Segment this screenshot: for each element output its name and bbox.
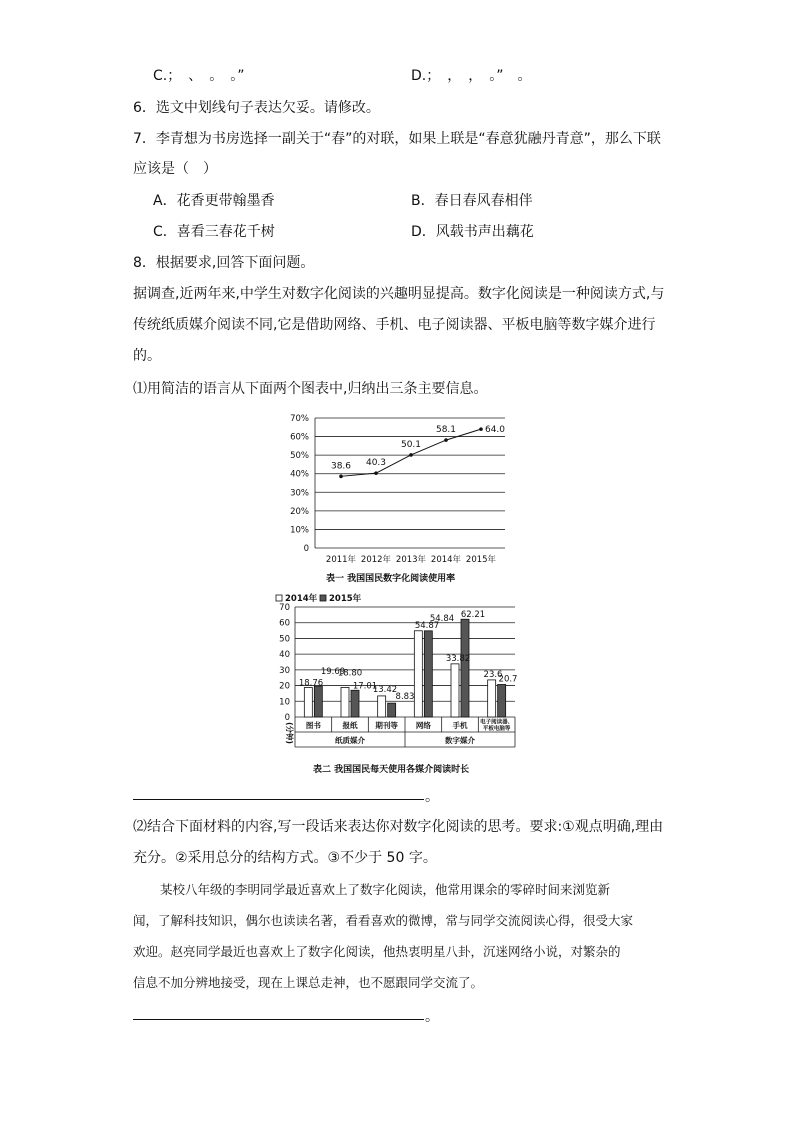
q7-option-a: A．花香更带翰墨香 <box>153 193 275 209</box>
q8-material-line2: 传统纸质媒介阅读不同,它是借助网络、手机、电子阅读器、平板电脑等数字媒介进行 <box>133 317 656 333</box>
bar-chart-ytick: 0 <box>284 713 290 723</box>
line-chart-xtick: 2011年 <box>325 555 357 565</box>
q7-option-c: C．喜看三春花千树 <box>153 224 275 240</box>
line-chart-ytick: 20% <box>290 506 309 517</box>
question-7-stem-line1: 7．李青想为书房选择一副关于“春”的对联，如果上联是“春意犹融丹青意”，那么下联 <box>133 131 661 147</box>
bar-label-2015: 54.84 <box>429 613 455 624</box>
story-line4: 信息不加分辨地接受，现在上课总走神，也不愿跟同学交流了。 <box>133 975 484 990</box>
line-chart-data-label: 50.1 <box>400 439 422 450</box>
line-chart-ytick: 50% <box>290 451 309 462</box>
bar-chart-ytick: 30 <box>279 665 290 676</box>
line-chart-data-label: 38.6 <box>330 461 352 472</box>
legend-label-2014: 2014年 <box>285 594 318 604</box>
line-chart <box>275 408 515 583</box>
bar-chart-group-label: 纸质媒介 <box>335 736 365 745</box>
bar-chart-category-label: 网络 <box>415 721 431 730</box>
line-chart-data-label: 64.0 <box>484 425 506 436</box>
line-chart-point <box>444 438 448 442</box>
bar-chart <box>270 592 520 772</box>
bar-chart-ytick: 50 <box>279 634 290 645</box>
line-chart-caption: 表一 我国国民数字化阅读使用率 <box>326 574 456 584</box>
line-chart-ytick: 30% <box>290 488 309 499</box>
bar-chart-category-label: 期刊等 <box>375 721 398 730</box>
q5-option-d: D.； ， ， 。” 。 <box>411 68 532 84</box>
bar-2014 <box>488 680 496 717</box>
line-chart-point <box>479 427 483 431</box>
bar-label-2015: 62.21 <box>460 610 486 621</box>
q7-option-b: B．春日春风春相伴 <box>411 193 533 209</box>
q5-option-c: C.； 、 。 。” <box>153 68 245 84</box>
bar-label-2014: 13.42 <box>372 684 398 695</box>
bar-2015 <box>388 703 396 717</box>
story-line1: 某校八年级的李明同学最近喜欢上了数字化阅读，他常用课余的零碎时间来浏览新 <box>160 882 611 897</box>
bar-chart-category-label: 报纸 <box>342 721 358 730</box>
line-chart-xtick: 2012年 <box>360 555 392 565</box>
bar-chart-category-label: 电子阅读器、 <box>480 719 514 726</box>
bar-label-2015: 17.01 <box>352 681 378 692</box>
legend-swatch-2015 <box>320 595 326 601</box>
q8-part2-line1: ⑵结合下面材料的内容,写一段话来表达你对数字化阅读的思考。要求:①观点明确,理由 <box>133 819 664 835</box>
bar-chart-group-label: 数字媒介 <box>445 736 475 745</box>
bar-label-2014: 18.76 <box>298 678 324 689</box>
line-chart-ytick: 0 <box>303 544 309 554</box>
q8-part1: ⑴用简洁的语言从下面两个图表中,归纳出三条主要信息。 <box>133 381 488 397</box>
story-line2: 闻，了解科技知识，偶尔也读读名著，看看喜欢的微博，常与同学交流阅读心得，很受大家 <box>133 913 634 928</box>
bar-chart-ytick: 60 <box>279 618 290 629</box>
bar-chart-ylabel: (分钟) <box>285 722 294 744</box>
question-8-stem: 8．根据要求,回答下面问题。 <box>133 255 315 271</box>
bar-chart-ytick: 40 <box>279 650 290 661</box>
bar-label-2014: 23.6 <box>483 669 503 680</box>
answer-blank-1[interactable] <box>133 799 424 800</box>
q8-part2-line2: 充分。②采用总分的结构方式。③不少于 50 字。 <box>133 850 437 866</box>
bar-2014 <box>378 696 386 717</box>
line-chart-ytick: 70% <box>290 414 309 424</box>
question-6: 6．选文中划线句子表达欠妥。请修改。 <box>133 100 380 116</box>
legend-label-2015: 2015年 <box>329 594 362 604</box>
bar-2014 <box>414 631 422 717</box>
bar-2015 <box>461 619 469 717</box>
question-7-stem-line2: 应该是（ ） <box>133 161 217 177</box>
line-chart-data-label: 40.3 <box>365 458 387 469</box>
answer-blank-2-end: 。 <box>425 1009 439 1025</box>
line-chart-xtick: 2013年 <box>395 555 427 565</box>
line-chart-xtick: 2014年 <box>430 555 462 565</box>
line-chart-point <box>409 453 413 457</box>
bar-chart-ytick: 10 <box>279 697 290 708</box>
q8-material-line1: 据调查,近两年来,中学生对数字化阅读的兴趣明显提高。数字化阅读是一种阅读方式,与 <box>133 286 665 302</box>
line-chart-point <box>374 471 378 475</box>
line-chart-data-label: 58.1 <box>435 425 457 436</box>
bar-2015 <box>314 686 322 717</box>
q7-option-d: D．风载书声出藕花 <box>411 224 534 240</box>
bar-2014 <box>451 664 459 717</box>
bar-2015 <box>424 631 432 717</box>
bar-2015 <box>498 684 506 717</box>
bar-2014 <box>304 688 312 717</box>
bar-label-2015: 20.7 <box>498 674 518 685</box>
q8-material-line3: 的。 <box>133 348 161 364</box>
bar-chart-category-label: 平板电脑等 <box>482 726 511 732</box>
bar-label-2015: 8.83 <box>395 692 415 703</box>
bar-2015 <box>351 690 359 717</box>
legend-swatch-2014 <box>276 595 282 601</box>
bar-chart-ytick: 70 <box>279 603 290 613</box>
bar-label-2015: 19.69 <box>320 667 346 678</box>
line-chart-ytick: 10% <box>290 525 309 536</box>
line-chart-ytick: 60% <box>290 432 309 443</box>
bar-chart-caption: 表二 我国国民每天使用各媒介阅读时长 <box>313 765 470 775</box>
line-chart-point <box>339 475 343 479</box>
story-line3: 欢迎。赵亮同学最近也喜欢上了数字化阅读，他热衷明星八卦，沉迷网络小说，对繁杂的 <box>133 944 621 959</box>
answer-blank-2[interactable] <box>133 1019 424 1020</box>
bar-chart-category-label: 手机 <box>452 721 468 730</box>
bar-label-2014: 33.82 <box>445 653 471 664</box>
line-chart-xtick: 2015年 <box>465 555 497 565</box>
bar-label-2014: 54.87 <box>414 620 440 631</box>
bar-chart-category-label: 图书 <box>305 721 321 730</box>
answer-blank-1-end: 。 <box>425 789 439 805</box>
line-chart-ytick: 40% <box>290 469 309 480</box>
bar-2014 <box>341 687 349 717</box>
bar-label-2014: 18.80 <box>337 668 363 679</box>
bar-chart-ytick: 20 <box>279 681 290 692</box>
